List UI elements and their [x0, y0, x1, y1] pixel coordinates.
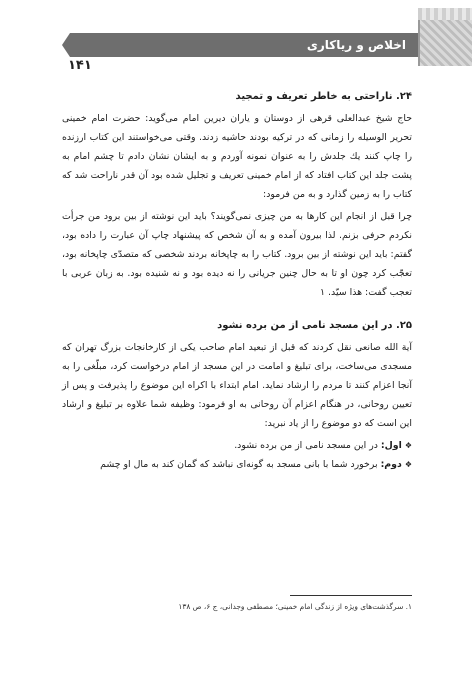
running-header: [70, 33, 418, 57]
header-arrow-shape: [62, 33, 70, 57]
footnote: ۱. سرگذشت‌های ویژه از زندگی امام خمینی؛ مصطفی وجدانی، ج ۶، ص ۱۳۸: [178, 602, 412, 611]
main-text: [62, 88, 412, 474]
list-item: [62, 455, 412, 474]
header-ornament: [418, 20, 472, 66]
list-item-label: دوم:: [380, 459, 402, 470]
list-item-label: اول:: [380, 440, 402, 451]
bullet-icon: ❖: [404, 441, 412, 450]
list-item-text: برخورد شما با بانی مسجد به گونه‌ای نباشد که گمان کند به مال او چشم: [100, 459, 381, 470]
bullet-icon: ❖: [404, 460, 412, 469]
section-heading: ۲۴. ناراحتی به خاطر تعریف و تمجید: [235, 91, 412, 102]
chapter-title: اخلاص و ریاکاری: [306, 38, 406, 52]
list-item: [62, 436, 412, 455]
paragraph: چرا قبل از انجام این کارها به من چیزی نمی‌گویند؟ باید این نوشته از بین برود من جرأت نکردم حرفی بزنم. لذا بیرون آمده و به آن شخص که پیشنهاد چاپ آن عبارت را داده بود، گفتم: باید این نوشته از بین برود. کتاب را به چاپخانه بردند شخصی که متصدّی چاپخانه بود، تعجّب کرد چون او تا به حال چنین جریانی را نه دیده بود و نه شنیده بود. به زبان عربی با تعجب گفت: هذا سیّد. ۱: [62, 211, 412, 298]
page-number: ۱۴۱: [68, 58, 92, 73]
section-heading: ۲۵. در این مسجد نامی از من برده نشود: [217, 320, 412, 331]
list-item-text: در این مسجد نامی از من برده نشود.: [234, 440, 381, 451]
paragraph: حاج شیخ عبدالعلی قرهی از دوستان و یاران دیرین امام می‌گوید: حضرت امام خمینی تحریر الوسیله را زمانی که در ترکیه بودند حاشیه زدند. وقتی می‌خواستند این کتاب ارزنده را چاپ کنند یك جلدش را به عنوان نمونه آوردم و به ایشان نشان دادم تا چشم امام به پشت جلد این کتاب افتاد که از امام خمینی تعریف و تجلیل شده بود آن قدر ناراحت شد که کتاب را به زمین گذارد و به من فرمود:: [62, 113, 412, 200]
paragraph: آیة الله صانعی نقل کردند که قبل از تبعید امام صاحب یکی از کارخانجات بزرگ تهران که مسجدی می‌ساخت، برای تبلیغ و امامت در این مسجد از امام درخواست کرد، مبلّغی را به آنجا اعزام کنند تا مردم را ارشاد نماید. امام ابتداء با اکراه این موضوع را پذیرفت و پس از تعیین روحانی، در هنگام اعزام آن روحانی به او فرمود: وظیفه شما علاوه بر تبلیغ و ارشاد این است که دو موضوع را از یاد نبرید:: [62, 342, 412, 429]
footnote-divider: [290, 595, 412, 596]
